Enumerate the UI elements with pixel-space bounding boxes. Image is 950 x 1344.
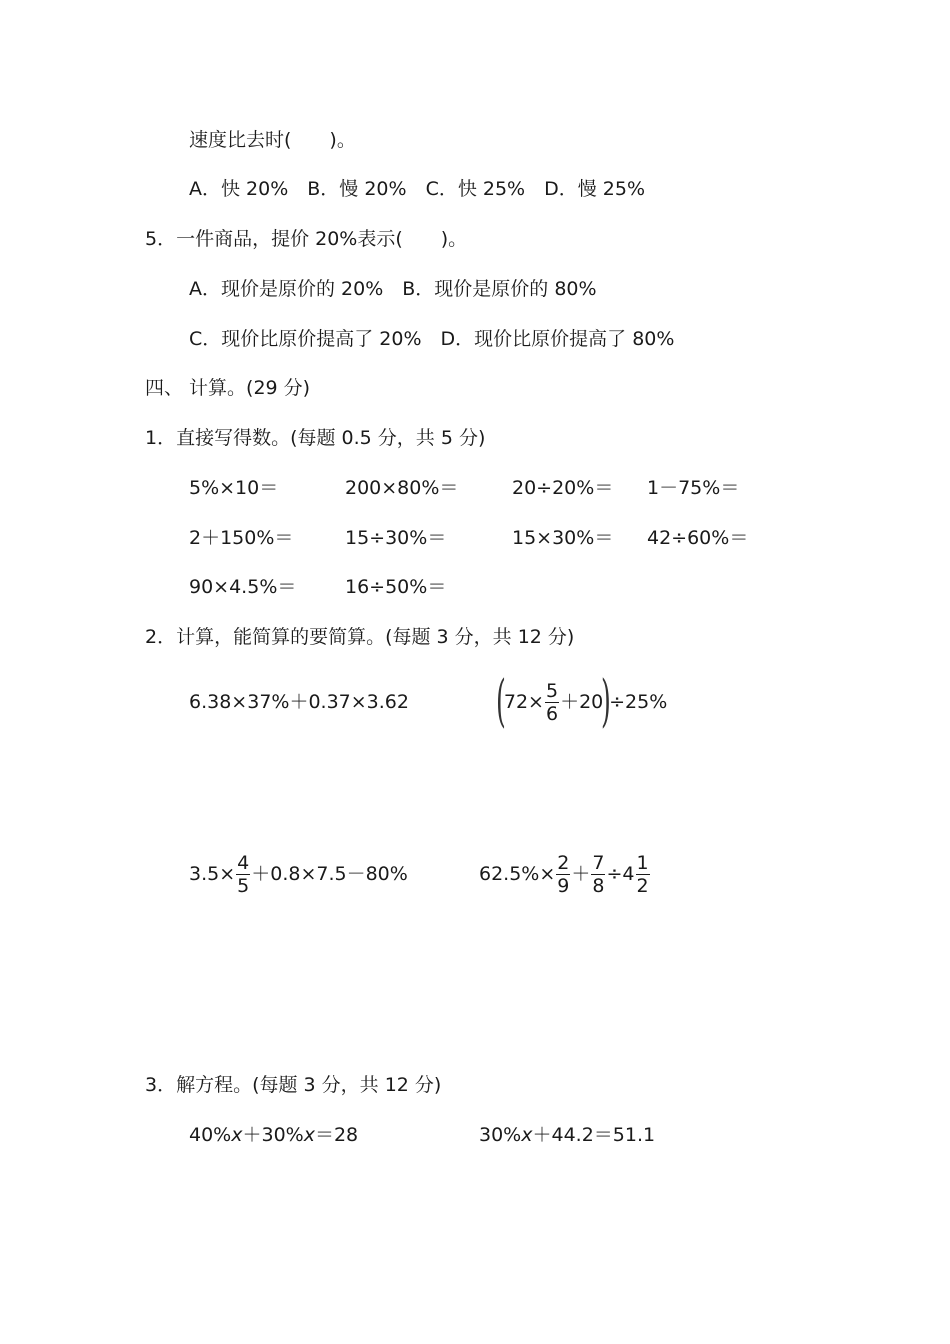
calc-expression-1: 6.38×37%＋0.37×3.62 <box>189 691 409 713</box>
variable-x: x <box>521 1124 533 1146</box>
oral-item-6: 15÷30%＝ <box>345 527 447 549</box>
fraction <box>556 852 570 897</box>
q5-options-row-2: C．现价比原价提高了 20% D．现价比原价提高了 80% <box>189 328 675 350</box>
section-4-title: 四、 计算。(29 分) <box>145 377 311 399</box>
denominator: 8 <box>592 874 605 897</box>
fraction <box>636 852 650 897</box>
calc-expression-4 <box>479 848 651 900</box>
part-2-title: 2．计算，能简算的要简算。(每题 3 分，共 12 分) <box>145 626 575 648</box>
expr-text: 3.5× <box>189 863 236 885</box>
fraction <box>545 680 559 725</box>
denominator: 6 <box>545 702 559 725</box>
right-parenthesis: ) <box>601 669 612 734</box>
equation-1 <box>189 1123 358 1147</box>
expr-text: ÷4 <box>606 863 635 885</box>
numerator: 5 <box>545 679 559 702</box>
q5-stem: 5．一件商品，提价 20%表示( )。 <box>145 228 468 250</box>
oral-item-2: 200×80%＝ <box>345 477 459 499</box>
numerator: 4 <box>237 851 250 874</box>
denominator: 5 <box>237 874 250 897</box>
oral-item-4: 1－75%＝ <box>647 477 740 499</box>
calc-expression-3 <box>189 848 408 900</box>
q5-options-row-1: A．现价是原价的 20% B．现价是原价的 80% <box>189 278 597 300</box>
oral-item-9: 90×4.5%＝ <box>189 576 297 598</box>
eq-text: 40% <box>189 1124 232 1146</box>
numerator: 1 <box>636 851 649 874</box>
oral-item-10: 16÷50%＝ <box>345 576 447 598</box>
eq-text: ＋30% <box>242 1124 304 1146</box>
expr-text: ＋0.8×7.5－80% <box>251 863 408 885</box>
fraction <box>591 852 605 897</box>
expr-text: ＋20 <box>560 691 604 713</box>
eq-text: ＋44.2＝51.1 <box>532 1124 656 1146</box>
oral-item-5: 2＋150%＝ <box>189 527 294 549</box>
part-1-title: 1．直接写得数。(每题 0.5 分，共 5 分) <box>145 427 486 449</box>
expr-text: 72× <box>503 691 544 713</box>
fraction <box>236 852 250 897</box>
expr-text: ÷25% <box>609 691 668 713</box>
oral-item-3: 20÷20%＝ <box>512 477 614 499</box>
eq-text: 30% <box>479 1124 522 1146</box>
q4-options: A．快 20% B．慢 20% C．快 25% D．慢 25% <box>189 178 646 200</box>
denominator: 2 <box>636 874 649 897</box>
expr-text: ＋ <box>571 863 591 885</box>
q4-stem-tail: 速度比去时( )。 <box>189 129 356 151</box>
eq-text: ＝28 <box>314 1124 359 1146</box>
denominator: 9 <box>557 874 570 897</box>
oral-item-1: 5%×10＝ <box>189 477 279 499</box>
variable-x: x <box>231 1124 243 1146</box>
part-3-title: 3．解方程。(每题 3 分，共 12 分) <box>145 1074 442 1096</box>
calc-expression-2 <box>496 669 668 734</box>
oral-item-8: 42÷60%＝ <box>647 527 749 549</box>
variable-x: x <box>303 1124 315 1146</box>
left-parenthesis: ( <box>496 669 506 734</box>
equation-2 <box>479 1123 655 1147</box>
numerator: 2 <box>557 851 570 874</box>
expr-text: 62.5%× <box>479 863 556 885</box>
oral-item-7: 15×30%＝ <box>512 527 614 549</box>
numerator: 7 <box>592 851 605 874</box>
